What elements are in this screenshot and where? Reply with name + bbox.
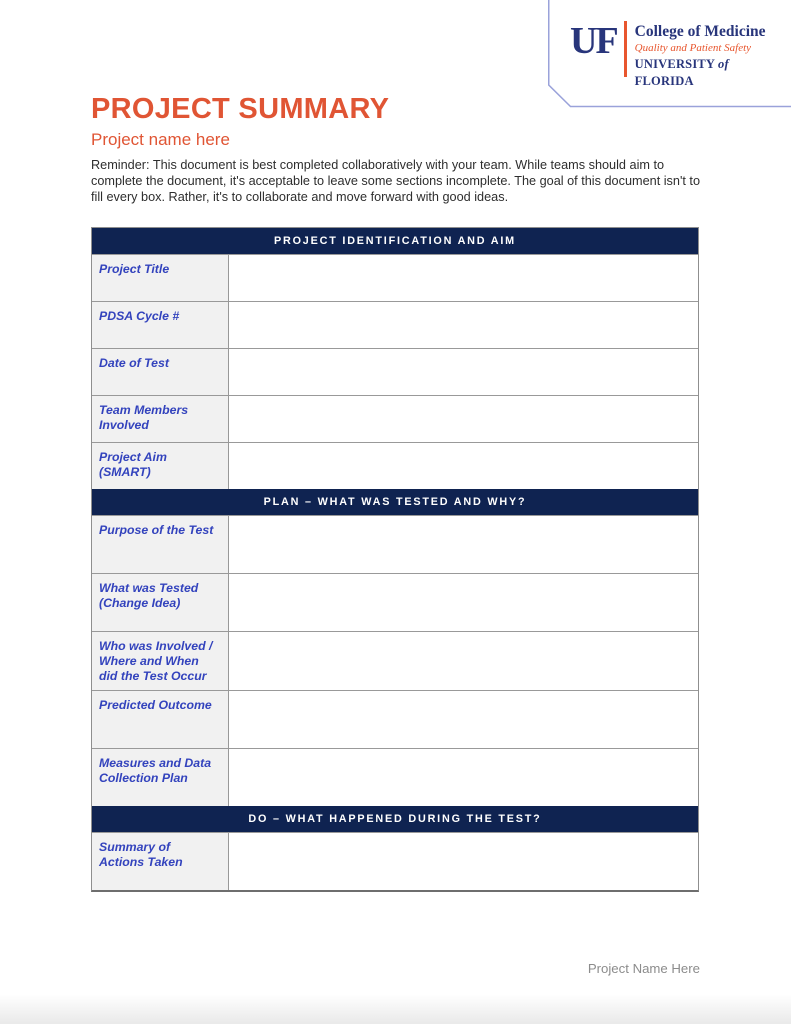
field-value[interactable] (229, 255, 698, 301)
field-label: Who was Involved / Where and When did the Test Occur (92, 632, 229, 690)
field-label: Project Aim (SMART) (92, 443, 229, 489)
form-row (92, 301, 698, 348)
logo-college-line: College of Medicine (634, 23, 766, 40)
section-header: PLAN – WHAT WAS TESTED AND WHY? (92, 489, 698, 515)
form-row (92, 348, 698, 395)
field-label: PDSA Cycle # (92, 302, 229, 348)
field-value[interactable] (229, 516, 698, 573)
form-row (92, 748, 698, 806)
field-label: Date of Test (92, 349, 229, 395)
field-value[interactable] (229, 833, 698, 890)
field-label: What was Tested (Change Idea) (92, 574, 229, 631)
form-table (91, 227, 699, 892)
section-header: DO – WHAT HAPPENED DURING THE TEST? (92, 806, 698, 832)
form-row (92, 573, 698, 631)
form-row (92, 395, 698, 442)
field-value[interactable] (229, 574, 698, 631)
field-value[interactable] (229, 443, 698, 489)
footer-project-name: Project Name Here (587, 961, 700, 976)
section-header: PROJECT IDENTIFICATION AND AIM (92, 228, 698, 254)
form-row (92, 254, 698, 301)
uf-logo (570, 21, 791, 90)
field-value[interactable] (229, 691, 698, 748)
field-value[interactable] (229, 396, 698, 442)
page-title: PROJECT SUMMARY (91, 93, 390, 125)
uf-logo-badge (548, 0, 791, 108)
form-section (92, 806, 698, 890)
field-value[interactable] (229, 632, 698, 690)
reminder-text: Reminder: This document is best completed collaboratively with your team. While teams should aim to complete the document, it's acceptable to leave some sections incomplete. The goal of this document isn't to fill every box. Rather, it's to collaborate and move forward with good ideas. (91, 158, 701, 205)
logo-quality-line: Quality and Patient Safety (634, 42, 752, 54)
field-label: Measures and Data Collection Plan (92, 749, 229, 806)
form-row (92, 631, 698, 690)
uf-monogram: UF (570, 20, 617, 62)
field-value[interactable] (229, 349, 698, 395)
form-section (92, 489, 698, 806)
logo-university-word: UNIVERSITY (634, 57, 715, 71)
field-label: Project Title (92, 255, 229, 301)
form-row (92, 442, 698, 489)
form-section (92, 228, 698, 489)
form-row (92, 515, 698, 573)
field-label: Team Members Involved (92, 396, 229, 442)
page-subtitle: Project name here (91, 130, 230, 149)
form-row (92, 690, 698, 748)
logo-florida-word: FLORIDA (634, 74, 694, 88)
logo-university-line (635, 56, 791, 90)
field-value[interactable] (229, 749, 698, 806)
field-label: Summary of Actions Taken (92, 833, 229, 890)
logo-text (635, 21, 791, 90)
logo-of-word: of (718, 57, 729, 71)
form-row (92, 832, 698, 890)
logo-divider (624, 21, 627, 77)
field-value[interactable] (229, 302, 698, 348)
field-label: Purpose of the Test (92, 516, 229, 573)
field-label: Predicted Outcome (92, 691, 229, 748)
